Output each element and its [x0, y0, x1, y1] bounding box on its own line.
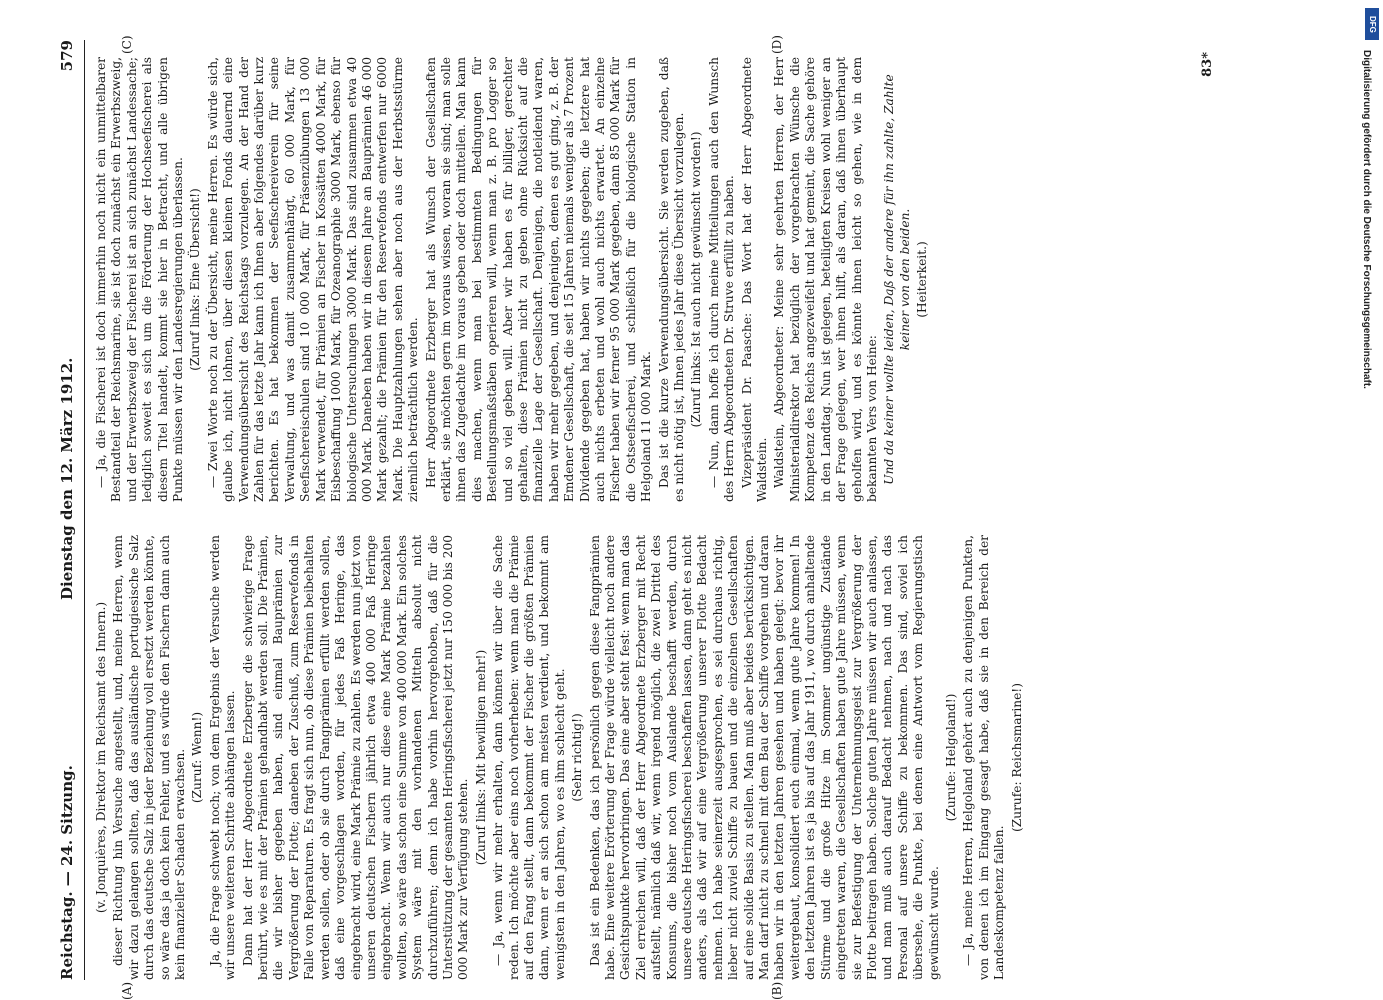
- page-content: [50, 35, 1310, 1000]
- interjection: (Zurufe: Reichsmarine!): [1009, 683, 1024, 832]
- text-paragraph: — Ja, meine Herren, Helgoland gehört auch zu denjenigen Punkten, von denen ich im Eingang gesagt habe, daß sie in den Bereich der Landeskompetenz fallen.: [961, 535, 1007, 980]
- interjection: (Zuruf links: Mit bewilligen mehr!): [473, 649, 488, 866]
- interjection: Und da keiner wollte leiden, Daß der andere für ihn zahlte, Zahlte keiner von den beiden.: [882, 74, 912, 485]
- text-paragraph: Waldstein, Abgeordneter: Meine sehr geehrten Herren, der Herr Ministerialdirektor hat bezüglich der vorgebrachten Wünsche die Kompetenz des Reichs angezweifelt und hat gemeint, die Sache gehöre in den Landtag. Nun ist gelegen, beteiligten Kreisen wohl weniger an der Frage gelegen, wer ihnen hilft, als daran, daß ihnen überhaupt geholfen wird, und es könnte ihnen leicht so gehen, wie in dem bekannten Vers von Heine:: [772, 57, 879, 502]
- digitization-text: Digitalisierung gefördert durch die Deutsche Forschungsgemeinschaft.: [1361, 50, 1372, 389]
- interjection: (Zuruf: Wenn!): [190, 711, 205, 804]
- text-paragraph: Ja, die Frage schwebt noch; von dem Ergebnis der Versuche werden wir unsere weiteren Schritte abhängen lassen.: [207, 535, 238, 980]
- text-paragraph: Vizepräsident Dr. Paasche: Das Wort hat der Herr Abgeordnete Waldstein.: [739, 57, 770, 502]
- margin-mark-b: (B): [770, 981, 784, 1000]
- interjection: (Zuruf links: Eine Übersicht!): [188, 188, 203, 371]
- text-paragraph: — Ja, wenn wir mehr erhalten, dann können wir über die Sache reden. Ich möchte aber eins noch vorherheben: wenn man die Prämie auf den Fang stellt, dann bekommt der Fischer die größten Prämien dann, wenn er an sich schon am meisten verdient, und bekommt am wenigsten in den Jahren, wo es ihm schlecht geht.: [491, 535, 567, 980]
- interjection: (Zuruf links: Ist auch nicht gewünscht worden!): [689, 131, 704, 428]
- text-paragraph: dieser Richtung hin Versuche angestellt, und, meine Herren, wenn wir dazu gelangen sollten, daß das ausländische portugiesische Salz durch das deutsche Salz in jeder Beziehung voll ersetzt werden könnte, so wäre das ja doch kein Fehler, und es würde den Fischern dann auch kein finanzieller Schaden erwachsen.: [111, 535, 188, 980]
- interjection: (v. Jonquières, Direktor im Reichsamt des Innern.): [94, 601, 108, 914]
- interjection: (Heiterkeit.): [915, 241, 930, 318]
- text-paragraph: Das ist die kurze Verwendungsübersicht. Sie werden zugeben, daß es nicht nötig ist, Ihnen jedes Jahr diese Übersicht vorzulegen.: [656, 57, 687, 502]
- text-paragraph: Herr Abgeordnete Erzberger hat als Wunsch der Gesellschaften erklärt, sie möchten gern im voraus wissen, woran sie sind; man solle ihnen das Zugedachte im voraus geben oder doch mitteilen. Man kann dies machen, wenn man bei bestimmten Bedingungen für Bestellungsmaßstäben operieren will, wenn man z. B. pro Logger so und so viel geben will. Aber wir haben es für billiger, gerechter gehalten, diese Prämien nicht zu geben ohne Rücksicht auf die finanzielle Lage der Gesellschaft. Denjenigen, die notleidend waren, haben wir mehr gegeben, und denjenigen, denen es gut ging, z. B. der Emdener Gesellschaft, die seit 15 Jahren niemals weniger als 7 Prozent Dividende gegeben hat, haben wir nichts gegeben; die letztere hat auch nichts erbeten und wohl auch nichts erwartet. An einzelne Fischer haben wir ferner 95 000 Mark gegeben, dann 85 000 Mark für die Ostseefischerei, und schließlich für die biologische Station in Helgoland 11 000 Mark.: [423, 57, 654, 502]
- dfg-logo: DFG: [1365, 8, 1379, 40]
- margin-mark-c: (C): [120, 35, 134, 54]
- text-paragraph: Das ist ein Bedenken, das ich persönlich gegen diese Fangprämien habe. Eine weitere Erörterung der Frage würde vielleicht noch andere Gesichtspunkte hervorbringen. Das eine aber steht fest: wenn man das Ziel erreichen will, daß der Herr Abgeordnete Erzberger mit Recht aufstellt, nämlich daß wir, wenn irgend möglich, die zwei Drittel des Konsums, die bisher noch vom Auslande beschafft werden, durch unsere deutsche Heringsfischerei beschaffen lassen, dann geht es nicht anders, als daß wir auf eine Vergrößerung unserer Flotte Bedacht nehmen. Ich habe seinerzeit ausgesprochen, es sei durchaus richtig, lieber nicht zuviel Schiffe zu bauen und die einzelnen Gesellschaften auf eine solide Basis zu stellen. Man muß aber beides berücksichtigen. Man darf nicht zu schnell mit dem Bau der Schiffe vorgehen und daran haben wir in den letzten Jahren gesehen und haben gelegt: bevor ihr weitergebaut, konsolidiert euch einmal, wenn gute Jahre kommen! In den letzten Jahren ist es ja bis auf das Jahr 1911, wo durch anhaltende Stürme und die große Hitze im Sommer ungünstige Zustände eingetreten waren, die Gesellschaften haben gute Jahre müssen, wenn sie zur Befestigung der Unternehmungsgeist zur Vergrößerung der Flotte beitragen haben. Solche guten Jahre müssen wir auch anlassen, und man muß auch darauf Bedacht nehmen, nach und nach das Personal auf unsere Schiffe zu bekommen. Das sind, soviel ich übersehe, die Punkte, bei denen eine Antwort vom Regierungstisch gewünscht wurde.: [587, 535, 941, 980]
- interjection: (Zurufe: Helgoland!): [943, 693, 958, 822]
- text-paragraph: — Ja, die Fischerei ist doch immerhin noch nicht ein unmittelbarer Bestandteil der Reichsmarine, sie ist doch zunächst ein Erwerbszweig, und der Erwerbszweig der Fischerei ist an sich zunächst Landessache; lediglich soweit es sich um die Förderung der Hochseefischerei als diesem Titel handelt, kommt sie hier in Betracht, und alle übrigen Punkte müssen wir den Landesregierungen überlassen.: [94, 57, 186, 502]
- page-header: [50, 40, 85, 980]
- digitization-note: [1361, 10, 1379, 1000]
- right-column: [94, 57, 933, 502]
- margin-mark-d: (D): [770, 35, 784, 54]
- page-number: 579: [58, 40, 76, 72]
- text-paragraph: Dann hat der Herr Abgeordnete Erzberger die schwierige Frage berührt, wie es mit der Prämien gehandhabt werden soll. Die Prämien, die wir bisher gegeben haben, sind einmal Bauprämien zur Vergrößerung der Flotte; daneben der Zuschuß, zum Reservefonds in Falle von Reparaturen. Es fragt sich nun, ob diese Prämien beibehalten werden sollen, oder ob sie durch Fangprämien erfüllt werden sollen, daß eine vorgeschlagen worden, für jedes Faß Heringe, das eingebracht wird, eine Mark Prämie zu zahlen. Es werden nun jetzt von unseren deutschen Fischern jährlich etwa 400 000 Faß Heringe eingebracht. Wenn wir auch nur diese eine Mark Prämie bezahlen wollten, so wäre das schon eine Summe von 400 000 Mark. Ein solches System wäre mit den vorhandenen Mitteln absolut nicht durchzuführen; denn ich habe vorhin hervorgehoben, daß für die Unterstützung der gesamten Heringsfischerei jetzt nur 150 000 bis 200 000 Mark zur Verfügung stehen.: [240, 535, 471, 980]
- margin-mark-a: (A): [120, 981, 134, 1000]
- header-date: Dienstag den 12. März 1912.: [58, 357, 76, 600]
- signature-mark: 83*: [1200, 52, 1215, 77]
- header-left: Reichstag. — 24. Sitzung.: [58, 765, 76, 980]
- left-column: [94, 535, 1027, 980]
- text-paragraph: — Nun, dann hoffe ich durch meine Mitteilungen auch den Wunsch des Herrn Abgeordneten Dr. Struve erfüllt zu haben.: [706, 57, 737, 502]
- interjection: (Sehr richtig!): [570, 713, 585, 802]
- text-paragraph: — Zwei Worte noch zu der Übersicht, meine Herren. Es würde sich, glaube ich, nicht lohnen, über diesen kleinen Fonds dauernd eine Verwendungsübersicht des Reichstags vorzulegen. An der Hand der Zahlen für das letzte Jahr kann ich Ihnen aber folgendes darüber kurz berichten. Es hat bekommen der Seefischereiverein für seine Verwaltung, und was damit zusammenhängt, 60 000 Mark, für Seefischereischulen sind 10 000 Mark, für Präsenzübungen 13 000 Mark verwendet, für Prämien an Fischer in Kossätten 4000 Mark, für Eisbeschaffung 1000 Mark, für Ozeanographie 3000 Mark, ebenso für biologische Untersuchungen 3000 Mark. Das sind zusammen etwa 40 000 Mark. Daneben haben wir in diesem Jahre an Bauprämien 46 000 Mark gezahlt; die Prämien für den Reservefonds entwerfen nur 6000 Mark. Die Hauptzahlungen sehen aber noch aus der Herbstsstürme ziemlich beträchtlich werden.: [205, 57, 421, 502]
